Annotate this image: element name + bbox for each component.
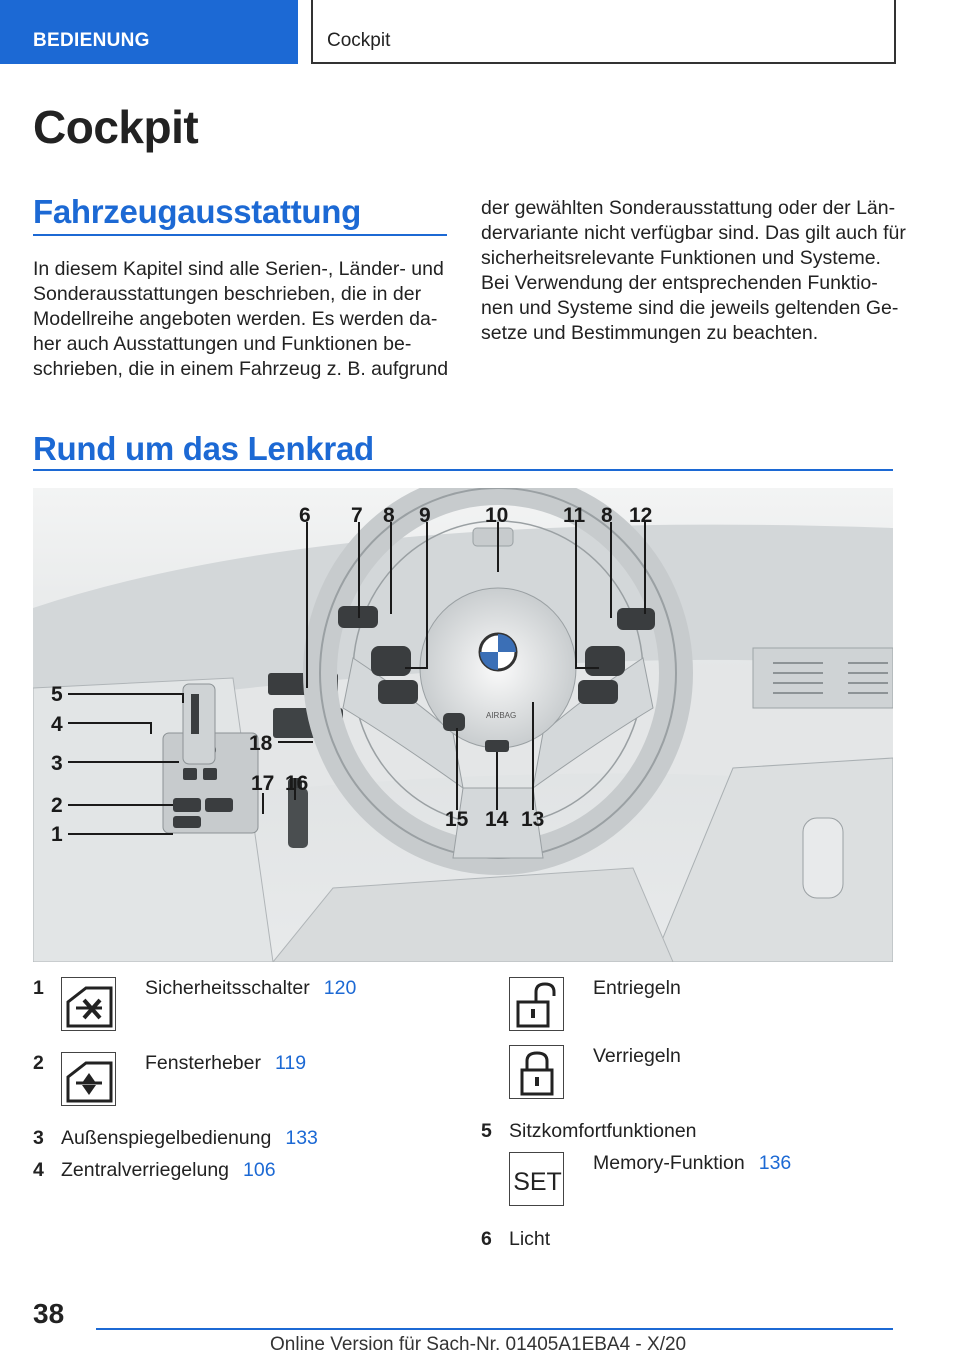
section-rule: [33, 234, 447, 236]
text-line: dervariante nicht verfügbar sind. Das gilt auch für: [481, 222, 906, 244]
window-lift-icon: [61, 1052, 116, 1106]
set-icon-text: SET: [513, 1168, 562, 1196]
section-tab[interactable]: [0, 0, 298, 64]
cockpit-figure: [33, 488, 893, 962]
callout-number: 5: [51, 683, 63, 706]
page-title: Cockpit: [33, 101, 199, 153]
intro-column-1: [33, 257, 448, 382]
section-title-lenkrad: Rund um das Lenkrad: [33, 430, 374, 467]
page-reference-link[interactable]: 136: [758, 1152, 792, 1174]
legend-item-2: [33, 1052, 453, 1112]
callout-number: 16: [285, 772, 309, 795]
callout-number: 10: [485, 504, 509, 527]
steering-wheel-illustration: [33, 488, 893, 962]
text-line: her auch Ausstattungen und Funktionen be-: [33, 333, 412, 355]
page-reference-link[interactable]: 120: [323, 977, 357, 999]
airbag-label: AIRBAG: [486, 711, 517, 720]
unlock-icon: [509, 977, 564, 1031]
legend-subitem-lock: [481, 1045, 893, 1103]
callout-number: 8: [383, 504, 395, 527]
callout-number: 6: [299, 504, 311, 527]
section-title-fahrzeugausstattung: Fahrzeugausstattung: [33, 193, 361, 230]
page-reference-link[interactable]: 133: [285, 1127, 318, 1149]
chapter-tab-label: Cockpit: [327, 30, 391, 51]
section-rule: [33, 469, 893, 471]
page-reference-link[interactable]: 119: [274, 1052, 307, 1074]
legend-label: [145, 977, 356, 1000]
callout-number: 8: [601, 504, 613, 527]
legend-label: [593, 1152, 791, 1175]
text-line: nen und Systeme sind die jeweils geltenden Ge-: [481, 297, 899, 319]
legend-number: 4: [33, 1159, 44, 1181]
legend-item-6: [481, 1228, 893, 1254]
callout-number: 17: [251, 772, 275, 795]
legend-label-text: Memory-Funktion: [593, 1152, 745, 1174]
legend-label: Entriegeln: [593, 977, 681, 999]
legend-label: [61, 1127, 318, 1150]
legend-label-text: Sicherheitsschalter: [145, 977, 310, 999]
legend-subitem-unlock: [481, 977, 893, 1035]
legend-number: 3: [33, 1127, 44, 1149]
callout-number: 1: [51, 823, 63, 846]
page-number: 38: [33, 1298, 65, 1329]
text-line: schrieben, die in einem Fahrzeug z. B. aufgrund: [33, 358, 449, 380]
callout-number: 15: [445, 808, 469, 831]
legend-label: [145, 1052, 306, 1075]
callout-number: 4: [51, 713, 63, 736]
text-line: In diesem Kapitel sind alle Serien-, Länder- und: [33, 258, 444, 280]
legend-subitem-memory: [481, 1152, 893, 1210]
callout-number: 7: [351, 504, 363, 527]
window-lock-icon: [61, 977, 116, 1031]
page-reference-link[interactable]: 106: [243, 1159, 276, 1181]
legend-label: Licht: [509, 1228, 551, 1250]
callout-number: 12: [629, 504, 653, 527]
text-line: Bei Verwendung der entsprechenden Funktio-: [481, 272, 878, 294]
text-line: Modellreihe angeboten werden. Es werden da-: [33, 308, 438, 330]
callout-number: 14: [485, 808, 509, 831]
footer-rule: [96, 1328, 893, 1330]
legend-label: Sitzkomfortfunktionen: [509, 1120, 697, 1142]
section-tab-label: BEDIENUNG: [33, 30, 150, 51]
legend-label-text: Zentralverriegelung: [61, 1159, 230, 1181]
legend-item-3: [33, 1127, 453, 1153]
legend-item-4: [33, 1159, 453, 1185]
memory-set-icon: [509, 1152, 564, 1206]
callout-number: 3: [51, 752, 63, 775]
legend-label: Verriegeln: [593, 1045, 681, 1067]
callout-number: 2: [51, 794, 63, 817]
callout-number: 9: [419, 504, 431, 527]
legend-label: [61, 1159, 276, 1182]
text-line: sicherheitsrelevante Funktionen und Systeme.: [481, 247, 881, 269]
text-line: Sonderausstattungen beschrieben, die in der: [33, 283, 422, 305]
lock-icon: [509, 1045, 564, 1099]
legend-item-5: [481, 1120, 893, 1146]
intro-column-2: [481, 196, 906, 346]
legend-number: 2: [33, 1052, 44, 1074]
text-line: setze und Bestimmungen zu beachten.: [481, 322, 819, 344]
chapter-tab[interactable]: [311, 0, 896, 64]
legend-label-text: Außenspiegelbedienung: [61, 1127, 272, 1149]
callout-number: 13: [521, 808, 545, 831]
legend-number: 6: [481, 1228, 492, 1250]
legend-item-1: [33, 977, 453, 1037]
text-line: der gewählten Sonderausstattung oder der Län-: [481, 197, 896, 219]
callout-number: 11: [563, 504, 586, 527]
callout-number: 18: [249, 732, 273, 755]
legend-number: 1: [33, 977, 44, 999]
legend-label-text: Fensterheber: [145, 1052, 261, 1074]
legend-number: 5: [481, 1120, 492, 1142]
footer-text: Online Version für Sach-Nr. 01405A1EBA4 - X/20: [270, 1334, 687, 1355]
